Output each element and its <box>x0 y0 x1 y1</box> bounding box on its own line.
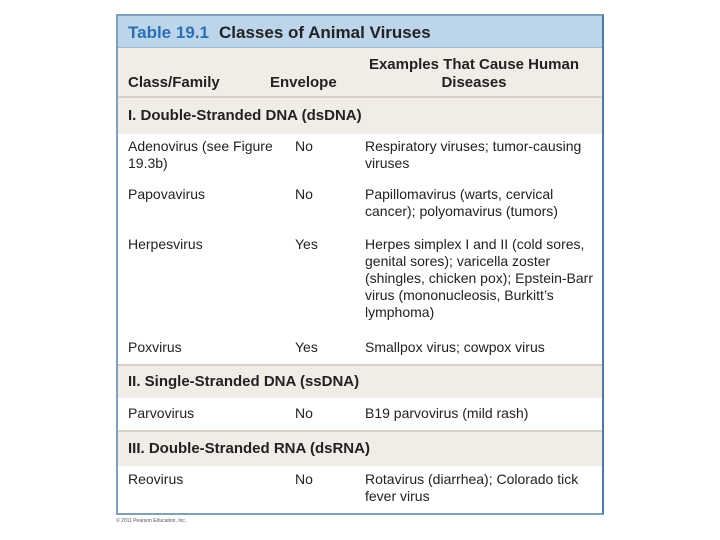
row-envelope: Yes <box>295 236 318 252</box>
section-header-dsdna <box>118 98 602 134</box>
virus-classes-table <box>116 14 604 515</box>
table-header-row <box>118 48 602 98</box>
row-examples: B19 parvovirus (mild rash) <box>365 405 529 421</box>
row-envelope: No <box>295 186 313 202</box>
row-envelope: Yes <box>295 339 318 355</box>
section-header-dsrna <box>118 432 602 466</box>
row-envelope: No <box>295 138 313 154</box>
row-class: Parvovirus <box>128 405 195 421</box>
row-class: Herpesvirus <box>128 236 203 252</box>
row-envelope: No <box>295 405 313 421</box>
row-examples: Papillomavirus (warts, cervical cancer); polyomavirus (tumors) <box>365 186 558 219</box>
table-title-bar <box>118 16 602 48</box>
table-title: Classes of Animal Viruses <box>219 23 431 42</box>
section-title: III. Double-Stranded RNA (dsRNA) <box>128 440 370 457</box>
row-class: Papovavirus <box>128 186 206 202</box>
row-envelope: No <box>295 471 313 487</box>
copyright-notice: © 2011 Pearson Education, Inc. <box>116 518 187 524</box>
row-examples: Respiratory viruses; tumor-causing viruses <box>365 138 582 171</box>
header-envelope: Envelope <box>270 74 337 91</box>
header-examples: Examples That Cause Human Diseases <box>368 56 580 91</box>
row-examples: Rotavirus (diarrhea); Colorado tick fever virus <box>365 471 579 504</box>
row-class: Poxvirus <box>128 339 182 355</box>
section-title: II. Single-Stranded DNA (ssDNA) <box>128 373 360 390</box>
row-examples: Smallpox virus; cowpox virus <box>365 339 545 355</box>
row-class: Adenovirus (see Figure 19.3b) <box>128 138 273 171</box>
row-examples: Herpes simplex I and II (cold sores, genital sores); varicella zoster (shingles, chicken pox); Epstein-Barr virus (mononucleosis, Burkitt’s lymphoma) <box>365 236 593 320</box>
section-header-ssdna <box>118 366 602 398</box>
row-class: Reovirus <box>128 471 184 487</box>
table-number: Table 19.1 <box>128 23 209 42</box>
header-class-family: Class/Family <box>128 74 220 91</box>
section-title: I. Double-Stranded DNA (dsDNA) <box>128 107 362 124</box>
